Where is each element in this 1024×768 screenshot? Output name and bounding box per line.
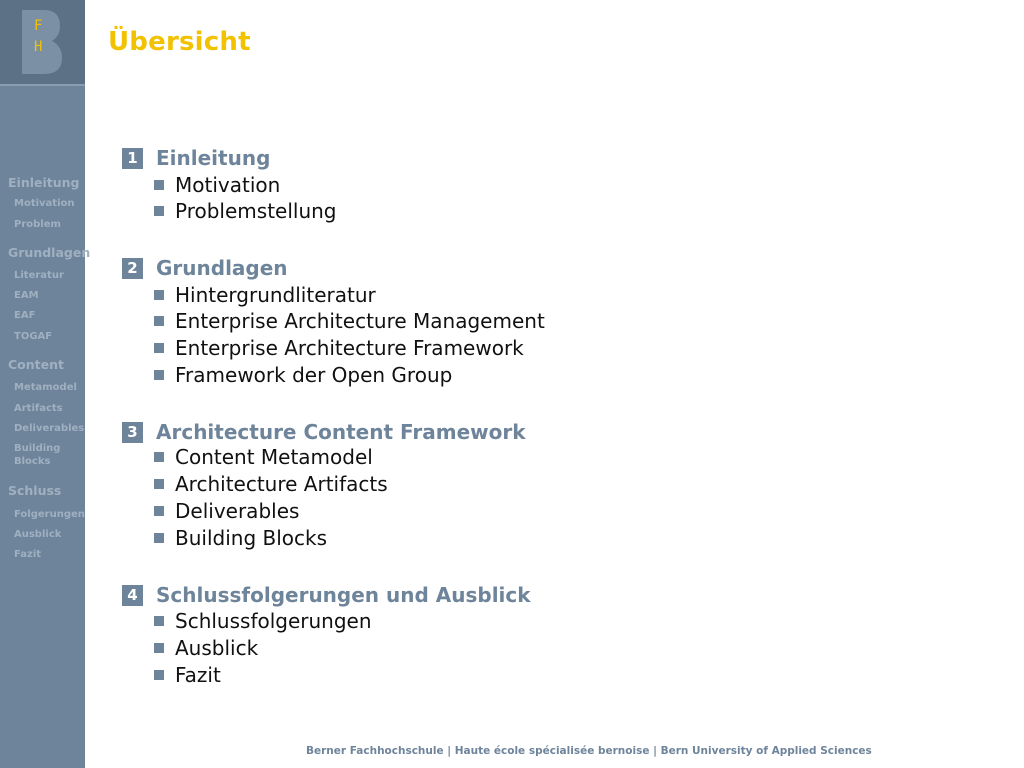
toc-item[interactable] xyxy=(154,172,280,198)
sidebar-item-building-blocks[interactable]: Building Blocks xyxy=(14,443,61,467)
toc-item[interactable] xyxy=(154,198,337,224)
toc-item-label: Content Metamodel xyxy=(175,445,373,469)
toc-section-content[interactable]: Architecture Content Framework xyxy=(156,420,526,444)
toc-item[interactable] xyxy=(154,308,545,334)
toc-item-label: Fazit xyxy=(175,663,221,687)
bullet-icon xyxy=(154,670,164,680)
toc-item-label: Problemstellung xyxy=(175,199,337,223)
sidebar-section-grundlagen[interactable]: Grundlagen xyxy=(8,245,91,260)
toc-item[interactable] xyxy=(154,635,258,661)
bullet-icon xyxy=(154,616,164,626)
logo-letter-f: F xyxy=(34,18,43,34)
toc-item-label: Hintergrundliteratur xyxy=(175,283,376,307)
sidebar-item-problem[interactable]: Problem xyxy=(14,219,61,230)
toc-item-label: Ausblick xyxy=(175,636,259,660)
bullet-icon xyxy=(154,290,164,300)
bullet-icon xyxy=(154,206,164,216)
page-title: Übersicht xyxy=(108,27,251,57)
sidebar-section-schluss[interactable]: Schluss xyxy=(8,483,62,498)
toc-item[interactable] xyxy=(154,608,372,634)
sidebar-item-literatur[interactable]: Literatur xyxy=(14,270,64,281)
toc-section-einleitung[interactable]: Einleitung xyxy=(156,146,271,170)
sidebar-item-ausblick[interactable]: Ausblick xyxy=(14,529,62,540)
toc-item-label: Schlussfolgerungen xyxy=(175,609,372,633)
sidebar-item-folgerungen[interactable]: Folgerungen xyxy=(14,509,85,520)
bullet-icon xyxy=(154,533,164,543)
toc-item-label: Deliverables xyxy=(175,499,300,523)
toc-section-grundlagen[interactable]: Grundlagen xyxy=(156,256,288,280)
toc-item[interactable] xyxy=(154,444,373,470)
bullet-icon xyxy=(154,452,164,462)
footer: Berner Fachhochschule | Haute école spécialisée bernoise | Bern University of Applied Sciences xyxy=(306,745,872,757)
sidebar-item-artifacts[interactable]: Artifacts xyxy=(14,403,63,414)
toc-item[interactable] xyxy=(154,282,376,308)
logo-letters xyxy=(34,16,42,58)
sidebar-item-motivation[interactable]: Motivation xyxy=(14,198,75,209)
sidebar xyxy=(0,0,91,768)
toc-item[interactable] xyxy=(154,662,221,688)
toc-item-label: Enterprise Architecture Framework xyxy=(175,336,524,360)
toc-number-1: 1 xyxy=(122,148,143,169)
sidebar-divider xyxy=(0,84,85,86)
toc-item[interactable] xyxy=(154,335,524,361)
toc-number-2: 2 xyxy=(122,258,143,279)
bullet-icon xyxy=(154,479,164,489)
bullet-icon xyxy=(154,316,164,326)
toc-item[interactable] xyxy=(154,471,388,497)
sidebar-item-togaf[interactable]: TOGAF xyxy=(14,331,53,342)
toc-item-label: Architecture Artifacts xyxy=(175,472,388,496)
toc-item-label: Framework der Open Group xyxy=(175,363,453,387)
logo-letter-h: H xyxy=(34,39,43,55)
toc-item-label: Building Blocks xyxy=(175,526,328,550)
sidebar-item-metamodel[interactable]: Metamodel xyxy=(14,382,77,393)
toc-item-label: Motivation xyxy=(175,173,281,197)
bullet-icon xyxy=(154,343,164,353)
logo xyxy=(0,0,85,84)
sidebar-item-deliverables[interactable]: Deliverables xyxy=(14,423,85,434)
sidebar-item-fazit[interactable]: Fazit xyxy=(14,549,42,560)
toc-number-3: 3 xyxy=(122,422,143,443)
bullet-icon xyxy=(154,370,164,380)
bullet-icon xyxy=(154,506,164,516)
bullet-icon xyxy=(154,180,164,190)
toc-item[interactable] xyxy=(154,498,299,524)
toc-section-schluss[interactable]: Schlussfolgerungen und Ausblick xyxy=(156,583,531,607)
sidebar-item-eaf[interactable]: EAF xyxy=(14,310,36,321)
sidebar-section-content[interactable]: Content xyxy=(8,357,64,372)
toc-item[interactable] xyxy=(154,525,327,551)
bullet-icon xyxy=(154,643,164,653)
toc-number-4: 4 xyxy=(122,585,143,606)
sidebar-section-einleitung[interactable]: Einleitung xyxy=(8,175,80,190)
toc-item-label: Enterprise Architecture Management xyxy=(175,309,545,333)
sidebar-item-eam[interactable]: EAM xyxy=(14,290,39,301)
toc-item[interactable] xyxy=(154,362,452,388)
